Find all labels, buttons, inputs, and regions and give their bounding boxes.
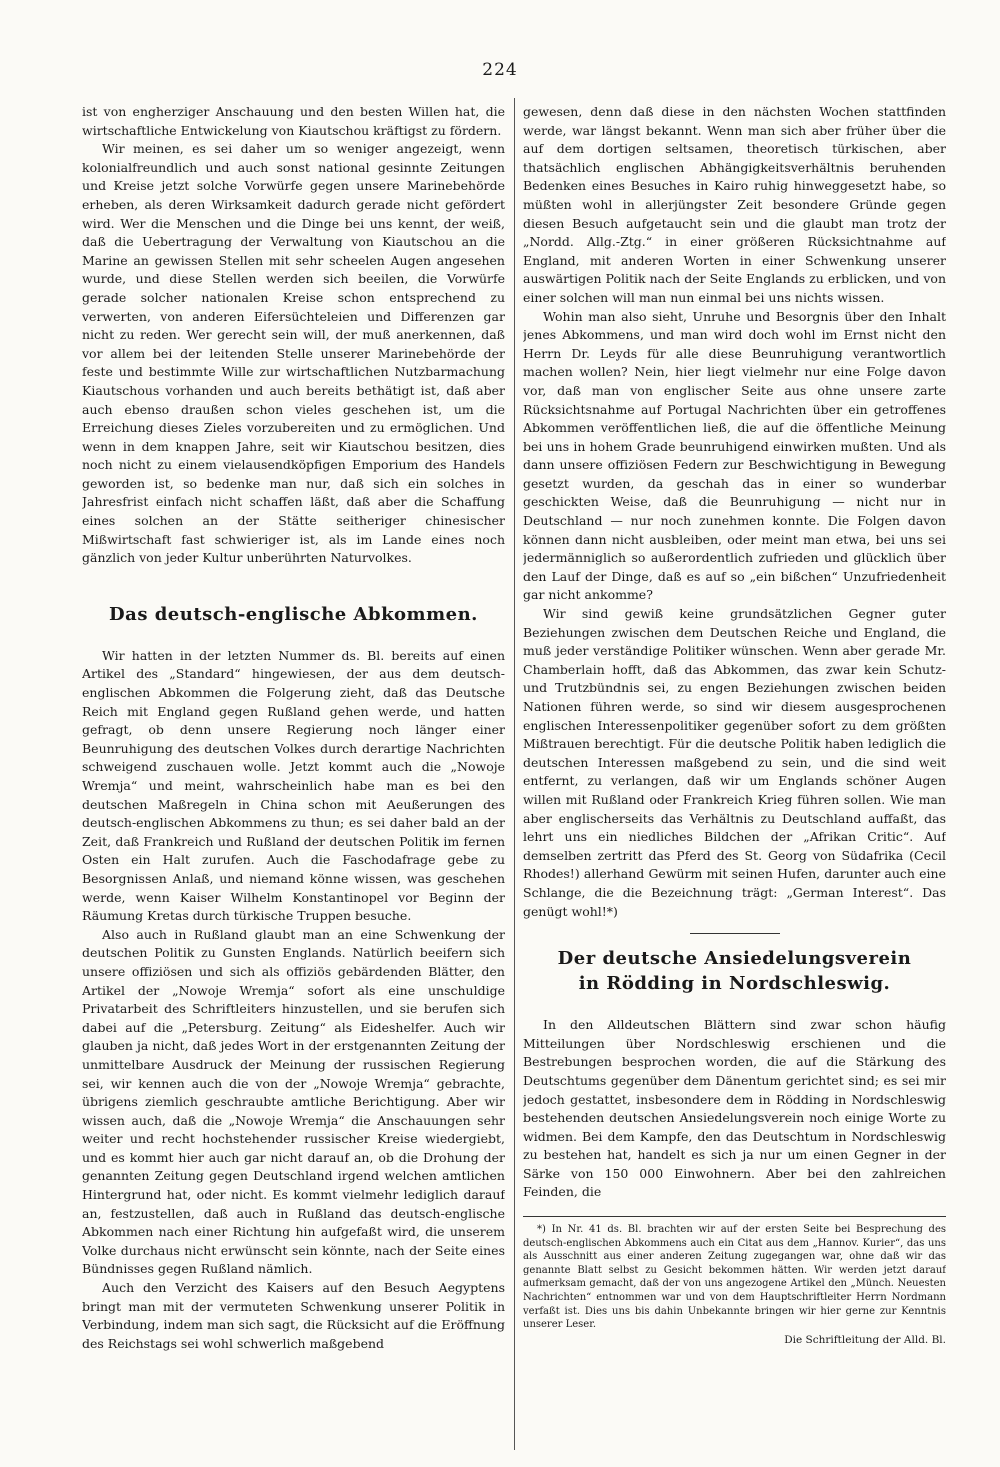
paragraph: Wir sind gewiß keine grundsätzlichen Gegner guter Beziehungen zwischen dem Deutschen Reiche und England, die muß jeder verständige Politiker wünschen. Wenn aber gerade Mr. Chamberlain hofft, daß das Abkommen, das zwar kein Schutz- und Trutzbündnis sei, zu engen Beziehungen zwischen beiden Nationen führen werde, so sind wir diesem ausgesprochenen englischen Interessenpolitiker gegenüber sofort zu dem größten Mißtrauen berechtigt. Für die deutsche Politik haben lediglich die deutschen Interessen maßgebend zu sein, und die sind weit entfernt, zu verlangen, daß wir um Englands schöner Augen willen mit Rußland oder Frankreich Krieg führen sollen. Wie man aber englischerseits das Verhältnis zu Deutschland auffaßt, das lehrt uns ein niedliches Bildchen der „Afrikan Critic“. Auf demselben zertritt das Pferd des St. Georg von Südafrika (Cecil Rhodes!) allerhand Gewürm mit seinen Hufen, darunter auch eine Schlange, die die Bezeichnung trägt: „German Interest“. Das genügt wohl!*) bbox=[523, 606, 946, 919]
paragraph: Wohin man also sieht, Unruhe und Besorgnis über den Inhalt jenes Abkommens, und man wird doch wohl im Ernst nicht den Herrn Dr. Leyds für alle diese Beunruhigung verantwortlich machen wollen? Nein, hier liegt vielmehr nur eine Folge davon vor, daß man von englischer Seite aus ohne unsere zarte Rücksichtsnahme auf Portugal Nachrichten über ein getroffenes Abkommen veröffentlichen ließ, die auf die öffentliche Meinung bei uns in hohem Grade beunruhigend einwirken mußten. Und als dann unsere offiziösen Federn zur Beschwichtigung in Bewegung gesetzt wurden, da geschah das in einer so wunderbar geschickten Weise, daß die Beunruhigung — nicht nur in Deutschland — nur noch zunehmen konnte. Die Folgen davon können dann nicht ausbleiben, oder meint man etwa, bei uns sei jedermänniglich so außerordentlich zufrieden und glücklich über den Lauf der Dinge, daß es auf so „ein bißchen“ Unzufriedenheit gar nicht ankomme? bbox=[523, 308, 946, 603]
footnote bbox=[523, 1216, 946, 1347]
left-column bbox=[82, 103, 505, 1455]
paragraph: ist von engherziger Anschauung und den besten Willen hat, die wirtschaftliche Entwickelung von Kiautschou kräftigst zu fördern. bbox=[82, 104, 505, 138]
column-divider bbox=[514, 98, 515, 1450]
heading-line: in Rödding in Nordschleswig. bbox=[578, 973, 891, 995]
footnote-text: *) In Nr. 41 ds. Bl. brachten wir auf der ersten Seite bei Besprechung des deutsch-englischen Abkommens auch ein Citat aus dem „Hannov. Kurier“, das uns als Ausschnitt aus einer anderen Zeitung zugegangen war, ohne daß wir das genannte Blatt selbst zu Gesicht bekommen hätten. Wir werden jetzt darauf aufmerksam gemacht, daß der von uns angezogene Artikel den „Münch. Neuesten Nachrichten“ entnommen war und von dem Hauptschriftleiter Herrn Nordmann verfaßt ist. Dies uns bis dahin Unbekannte bringen wir hier gerne zur Kenntnis unserer Leser. bbox=[523, 1224, 946, 1331]
paragraph: In den Alldeutschen Blättern sind zwar schon häufig Mitteilungen über Nordschleswig erschienen und die Bestrebungen besprochen worden, die auf die Stärkung des Deutschtums gegenüber dem Dänentum gerichtet sind; es sei mir jedoch gestattet, insbesondere dem in Rödding in Nordschleswig bestehenden deutschen Ansiedelungsverein noch einige Worte zu widmen. Bei dem Kampfe, den das Deutschtum in Nordschleswig zu bestehen hat, handelt es sich ja nur um einen Gegner in der Särke von 150 000 Einwohnern. Aber bei den zahlreichen Feinden, die bbox=[523, 1017, 946, 1200]
article-heading: Das deutsch-englische Abkommen. bbox=[109, 603, 478, 625]
right-column bbox=[523, 103, 946, 1455]
paragraph: Also auch in Rußland glaubt man an eine Schwenkung der deutschen Politik zu Gunsten Englands. Natürlich beeifern sich unsere offiziösen und sich als offiziös gebärdenden Blätter, den Artikel der „Nowoje Wremja“ sofort als eine unschuldige Privatarbeit des Schriftleiters hinzustellen, und sie berufen sich dabei auf die „Petersburg. Zeitung“ als Eideshelfer. Auch wir glauben ja nicht, daß jedes Wort in der erstgenannten Zeitung der unmittelbare Ausdruck der Meinung der russischen Regierung sei, wir kennen auch die von der „Nowoje Wremja“ gebrachte, übrigens ziemlich geschraubte amtliche Berichtigung. Aber wir wissen auch, daß die „Nowoje Wremja“ die Anschauungen sehr weiter und recht hochstehender russischer Kreise wiedergiebt, und es kommt hier auch gar nicht darauf an, ob die Drohung der genannten Zeitung gegen Deutschland irgend welchen amtlichen Hintergrund hat, oder nicht. Es kommt vielmehr lediglich darauf an, festzustellen, daß auch in Rußland das deutsch-englische Abkommen nach einer Richtung hin aufgefaßt wird, die unserem Volke durchaus nicht erwünscht sein könnte, nach der Seite eines Bündnisses gegen Rußland nämlich. bbox=[82, 926, 505, 1277]
paragraph: Auch den Verzicht des Kaisers auf den Besuch Aegyptens bringt man mit der vermuteten Schwenkung unserer Politik in Verbindung, indem man sich sagt, die Rücksicht auf die Eröffnung des Reichstags sei wohl schwerlich maßgebend bbox=[82, 1280, 505, 1351]
paragraph: Wir meinen, es sei daher um so weniger angezeigt, wenn kolonialfreundlich und auch sonst national gesinnte Zeitungen und Kreise jetzt solche Vorwürfe gegen unsere Marinebehörde erheben, als deren Wirksamkeit dadurch gerade nicht gefördert wird. Wer die Menschen und die Dinge bei uns kennt, der weiß, daß die Uebertragung der Verwaltung von Kiautschou an die Marine an gewissen Stellen mit sehr scheelen Augen angesehen wurde, und diese Stellen werden sich beeilen, die Vorwürfe gerade solcher nationalen Kreise schon entsprechend zu verwerten, von anderen Eifersüchteleien und Differenzen gar nicht zu reden. Wer gerecht sein will, der muß anerkennen, daß vor allem bei der leitenden Stelle unserer Marinebehörde der feste und bestimmte Wille zur wirtschaftlichen Nutzbarmachung Kiautschous vorhanden und auch bereits bethätigt ist, daß aber auch ebenso draußen schon vieles geschehen ist, um die Erreichung dieses Zieles vorzubereiten und zu ermöglichen. Und wenn in dem knappen Jahre, seit wir Kiautschou besitzen, dies noch nicht zu einem vielausendköpfigen Emporium des Handels geworden ist, so bedenke man nur, daß sich ein solches in Jahresfrist einfach nicht schaffen läßt, daß aber die Schaffung eines solchen an der Stätte seitheriger chinesischer Mißwirtschaft fast schwieriger ist, als im Lande eines noch gänzlich von jeder Kultur unberührten Naturvolkes. bbox=[82, 141, 505, 566]
page-number: 224 bbox=[482, 60, 518, 80]
section-separator bbox=[690, 933, 780, 934]
paragraph: Wir hatten in der letzten Nummer ds. Bl. bereits auf einen Artikel des „Standard“ hingewiesen, der aus dem deutsch-englischen Abkommen die Folgerung zieht, daß das Deutsche Reich mit England gegen Rußland gehen werde, und hatten gefragt, ob denn unsere Regierung noch länger einer Beunruhigung des deutschen Volkes durch derartige Nachrichten schweigend zuschauen wolle. Jetzt kommt auch die „Nowoje Wremja“ und meint, wahrscheinlich habe man es bei den deutschen Maßregeln in China schon mit Aeußerungen des deutsch-englischen Abkommens zu thun; es sei daher bald an der Zeit, daß Frankreich und Rußland der deutschen Politik im fernen Osten ein Halt zurufen. Auch die Faschodafrage gebe zu Besorgnissen Anlaß, und niemand könne wissen, was geschehen werde, wenn Kaiser Wilhelm Konstantinopel vor Beginn der Räumung Kretas durch türkische Truppen besuche. bbox=[82, 647, 505, 924]
article-heading bbox=[523, 946, 946, 996]
footnote-signature: Die Schriftleitung der Alld. Bl. bbox=[784, 1333, 946, 1346]
heading-line: Der deutsche Ansiedelungsverein bbox=[557, 948, 912, 970]
paragraph: gewesen, denn daß diese in den nächsten Wochen stattfinden werde, war längst bekannt. Wenn man sich aber früher über die auf dem dortigen seltsamen, theoretisch türkischen, aber thatsächlich englischen Abhängigkeitsverhältnis beruhenden Bedenken eines Besuches in Kairo ruhig hinweggesetzt habe, so müßten wohl in allerjüngster Zeit besondere Gründe gegen diesen Besuch aufgetaucht sein und die glaubt man trotz der „Nordd. Allg.-Ztg.“ in einer größeren Rücksichtnahme auf England, mit anderen Worten in einer Schwenkung unserer auswärtigen Politik nach der Seite Englands zu erblicken, und von einer solchen will man nun einmal bei uns nichts wissen. bbox=[523, 104, 946, 305]
